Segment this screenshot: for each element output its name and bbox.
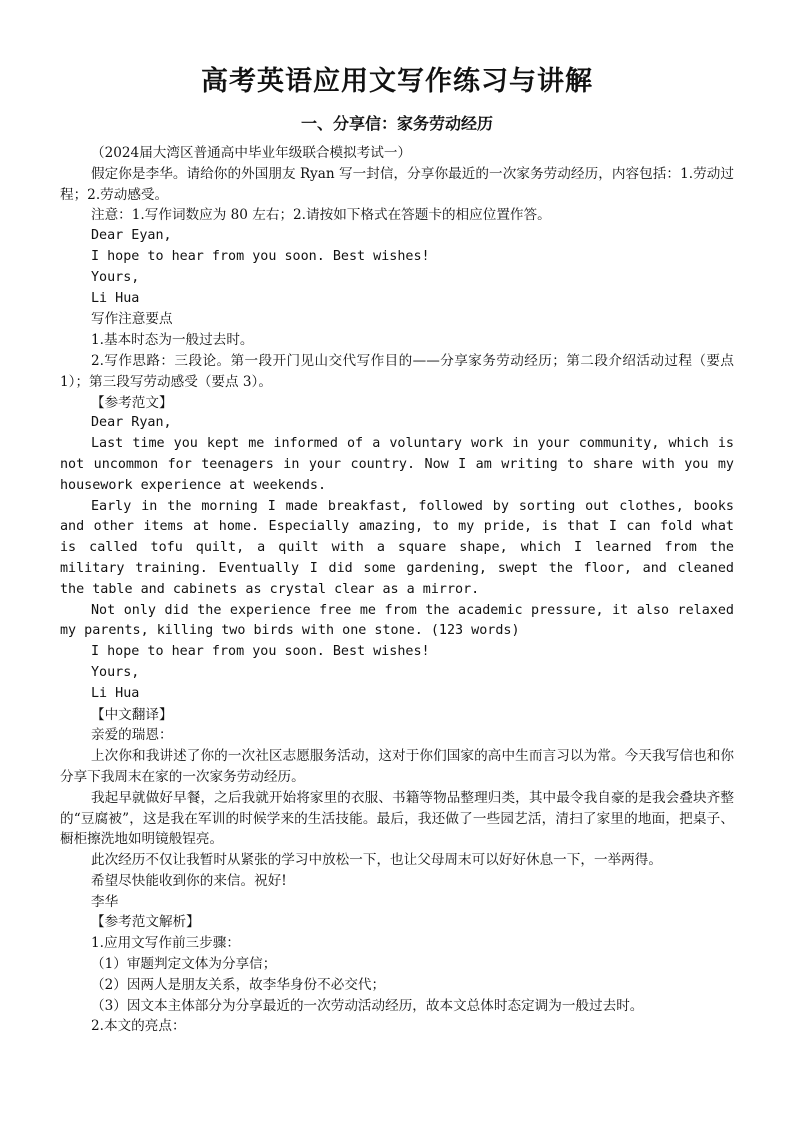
page-title: 高考英语应用文写作练习与讲解 (201, 66, 593, 97)
model-paragraph: Early in the morning I made breakfast, followed by sorting out clothes, books and other items at home. Especially amazing, to my pride, is that I can fold what is called tofu quilt, a quilt with a square shape, which I learned from the military training. Eventually I did some gardening, swept the floor, and cleaned the table and cabinets as crystal clear as a mirror. (60, 498, 734, 597)
template-greeting: Dear Eyan, (91, 228, 172, 244)
model-closing: Yours, (91, 664, 140, 680)
template-closing: Yours, (91, 269, 140, 285)
tips-item: 2.写作思路：三段论。第一段开门见山交代写作目的——分享家务劳动经历；第二段介绍活动过程（要点 1）；第三段写劳动感受（要点 3）。 (60, 352, 734, 390)
tips-heading: 写作注意要点 (91, 311, 173, 328)
translation-heading: 【中文翻译】 (91, 706, 173, 723)
model-heading: 【参考范文】 (91, 394, 173, 411)
analysis-item: （1）审题判定文体为分享信； (91, 956, 277, 973)
template-signature: Li Hua (91, 290, 140, 306)
model-paragraph: Not only did the experience free me from the academic pressure, it also relaxed my parents, killing two birds with one stone. (123 words) (60, 602, 734, 639)
document-body (60, 143, 734, 1037)
template-wishes: I hope to hear from you soon. Best wishes! (91, 248, 430, 264)
analysis-heading: 【参考范文解析】 (91, 914, 200, 931)
translation-paragraph: 此次经历不仅让我暂时从紧张的学习中放松一下，也让父母周末可以好好休息一下，一举两得。 (91, 852, 662, 869)
section-subtitle: 一、分享信：家务劳动经历 (300, 114, 493, 133)
model-greeting: Dear Ryan, (91, 415, 172, 431)
analysis-item: （2）因两人是朋友关系，故李华身份不必交代； (91, 976, 386, 993)
model-wishes: I hope to hear from you soon. Best wishes! (91, 644, 430, 660)
model-signature: Li Hua (91, 685, 140, 701)
analysis-item: 1.应用文写作前三步骤： (91, 935, 240, 952)
analysis-item: 2.本文的亮点： (91, 1018, 186, 1035)
analysis-item: （3）因文本主体部分为分享最近的一次劳动活动经历，故本文总体时态定调为一般过去时。 (91, 997, 644, 1014)
translation-paragraph: 我起早就做好早餐，之后我就开始将家里的衣服、书籍等物品整理归类，其中最令我自豪的是我会叠块齐整的“豆腐被”，这是我在军训的时候学来的生活技能。最后，我还做了一些园艺活，清扫了家里的地面，把桌子、橱柜擦洗地如明镜般锃亮。 (60, 789, 734, 848)
translation-wishes: 希望尽快能收到你的来信。祝好! (91, 872, 287, 889)
exam-source: （2024届大湾区普通高中毕业年级联合模拟考试一） (91, 145, 412, 161)
model-paragraph: Last time you kept me informed of a voluntary work in your community, which is not uncommon for teenagers in your country. Now I am writing to share with you my housework experience at weekends. (60, 436, 734, 493)
task-note: 注意：1.写作词数应为 80 左右；2.请按如下格式在答题卡的相应位置作答。 (91, 207, 551, 224)
translation-signature: 李华 (91, 893, 119, 910)
task-prompt: 假定你是李华。请给你的外国朋友 Ryan 写一封信，分享你最近的一次家务劳动经历，内容包括：1.劳动过程；2.劳动感受。 (60, 165, 734, 203)
tips-item: 1.基本时态为一般过去时。 (91, 332, 254, 349)
translation-paragraph: 上次你和我讲述了你的一次社区志愿服务活动，这对于你们国家的高中生而言习以为常。今天我写信也和你分享下我周末在家的一次家务劳动经历。 (60, 748, 734, 785)
translation-greeting: 亲爱的瑞恩： (91, 727, 173, 744)
